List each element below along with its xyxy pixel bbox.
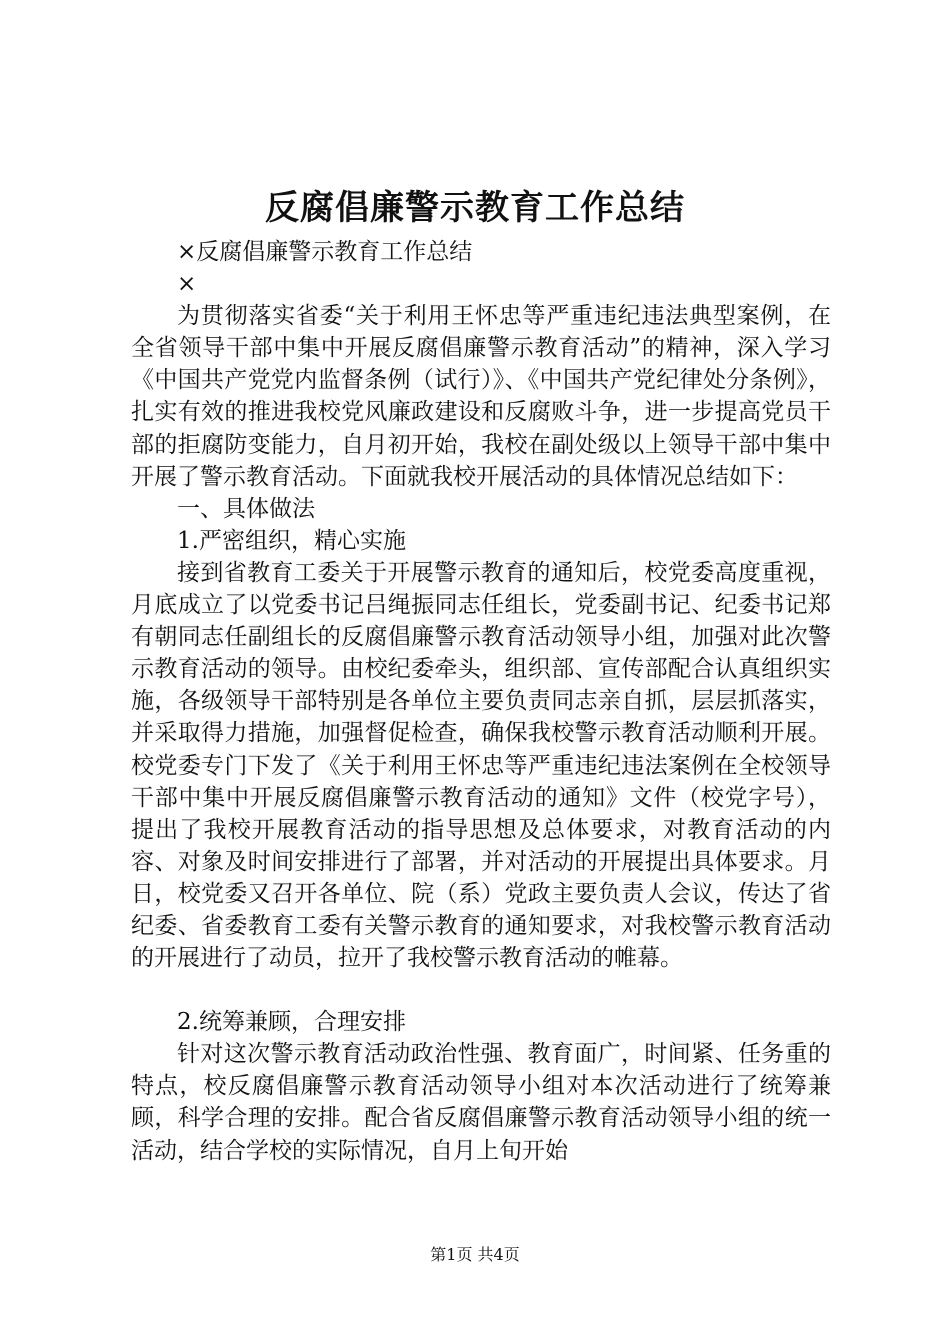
paragraph-organization: 接到省教育工委关于开展警示教育的通知后，校党委高度重视，月底成立了以党委书记吕绳振同志任组长，党委副书记、纪委书记郑有朝同志任副组长的反腐倡廉警示教育活动领导小组，加强对此次警示教育活动的领导。由校纪委牵头，组织部、宣传部配合认真组织实施，各级领导干部特别是各单位主要负责同志亲自抓，层层抓落实，并采取得力措施，加强督促检查，确保我校警示教育活动顺利开展。校党委专门下发了《关于利用王怀忠等严重违纪违法案例在全校领导干部中集中开展反腐倡廉警示教育活动的通知》文件（校党字号），提出了我校开展教育活动的指导思想及总体要求，对教育活动的内容、对象及时间安排进行了部署，并对活动的开展提出具体要求。月日，校党委又召开各单位、院（系）党政主要负责人会议，传达了省纪委、省委教育工委有关警示教育的通知要求，对我校警示教育活动的开展进行了动员，拉开了我校警示教育活动的帷幕。 — [131, 559, 831, 972]
paragraph-arrangement: 针对这次警示教育活动政治性强、教育面广，时间紧、任务重的特点，校反腐倡廉警示教育活动领导小组对本次活动进行了统筹兼顾，科学合理的安排。配合省反腐倡廉警示教育活动领导小组的统一活动，结合学校的实际情况，自月上旬开始 — [131, 1041, 831, 1164]
subsection-heading-2: 2.统筹兼顾，合理安排 — [177, 1009, 406, 1036]
section-heading: 一、具体做法 — [177, 495, 315, 522]
document-title: 反腐倡廉警示教育工作总结 — [265, 188, 685, 228]
document-body — [131, 236, 831, 1167]
page-footer: 第1页 共4页 — [430, 1245, 520, 1264]
paragraph-spacer — [131, 974, 831, 1006]
subtitle-line: ×反腐倡廉警示教育工作总结 — [177, 239, 473, 265]
author-line: × — [177, 271, 197, 298]
subsection-heading-1: 1.严密组织，精心实施 — [177, 527, 406, 554]
paragraph-intro: 为贯彻落实省委“关于利用王怀忠等严重违纪违法典型案例，在全省领导干部中集中开展反腐倡廉警示教育活动”的精神，深入学习《中国共产党党内监督条例（试行）》、《中国共产党纪律处分条例》，扎实有效的推进我校党风廉政建设和反腐败斗争，进一步提高党员干部的拒腐防变能力，自月初开始，我校在副处级以上领导干部中集中开展了警示教育活动。下面就我校开展活动的具体情况总结如下： — [131, 303, 831, 490]
